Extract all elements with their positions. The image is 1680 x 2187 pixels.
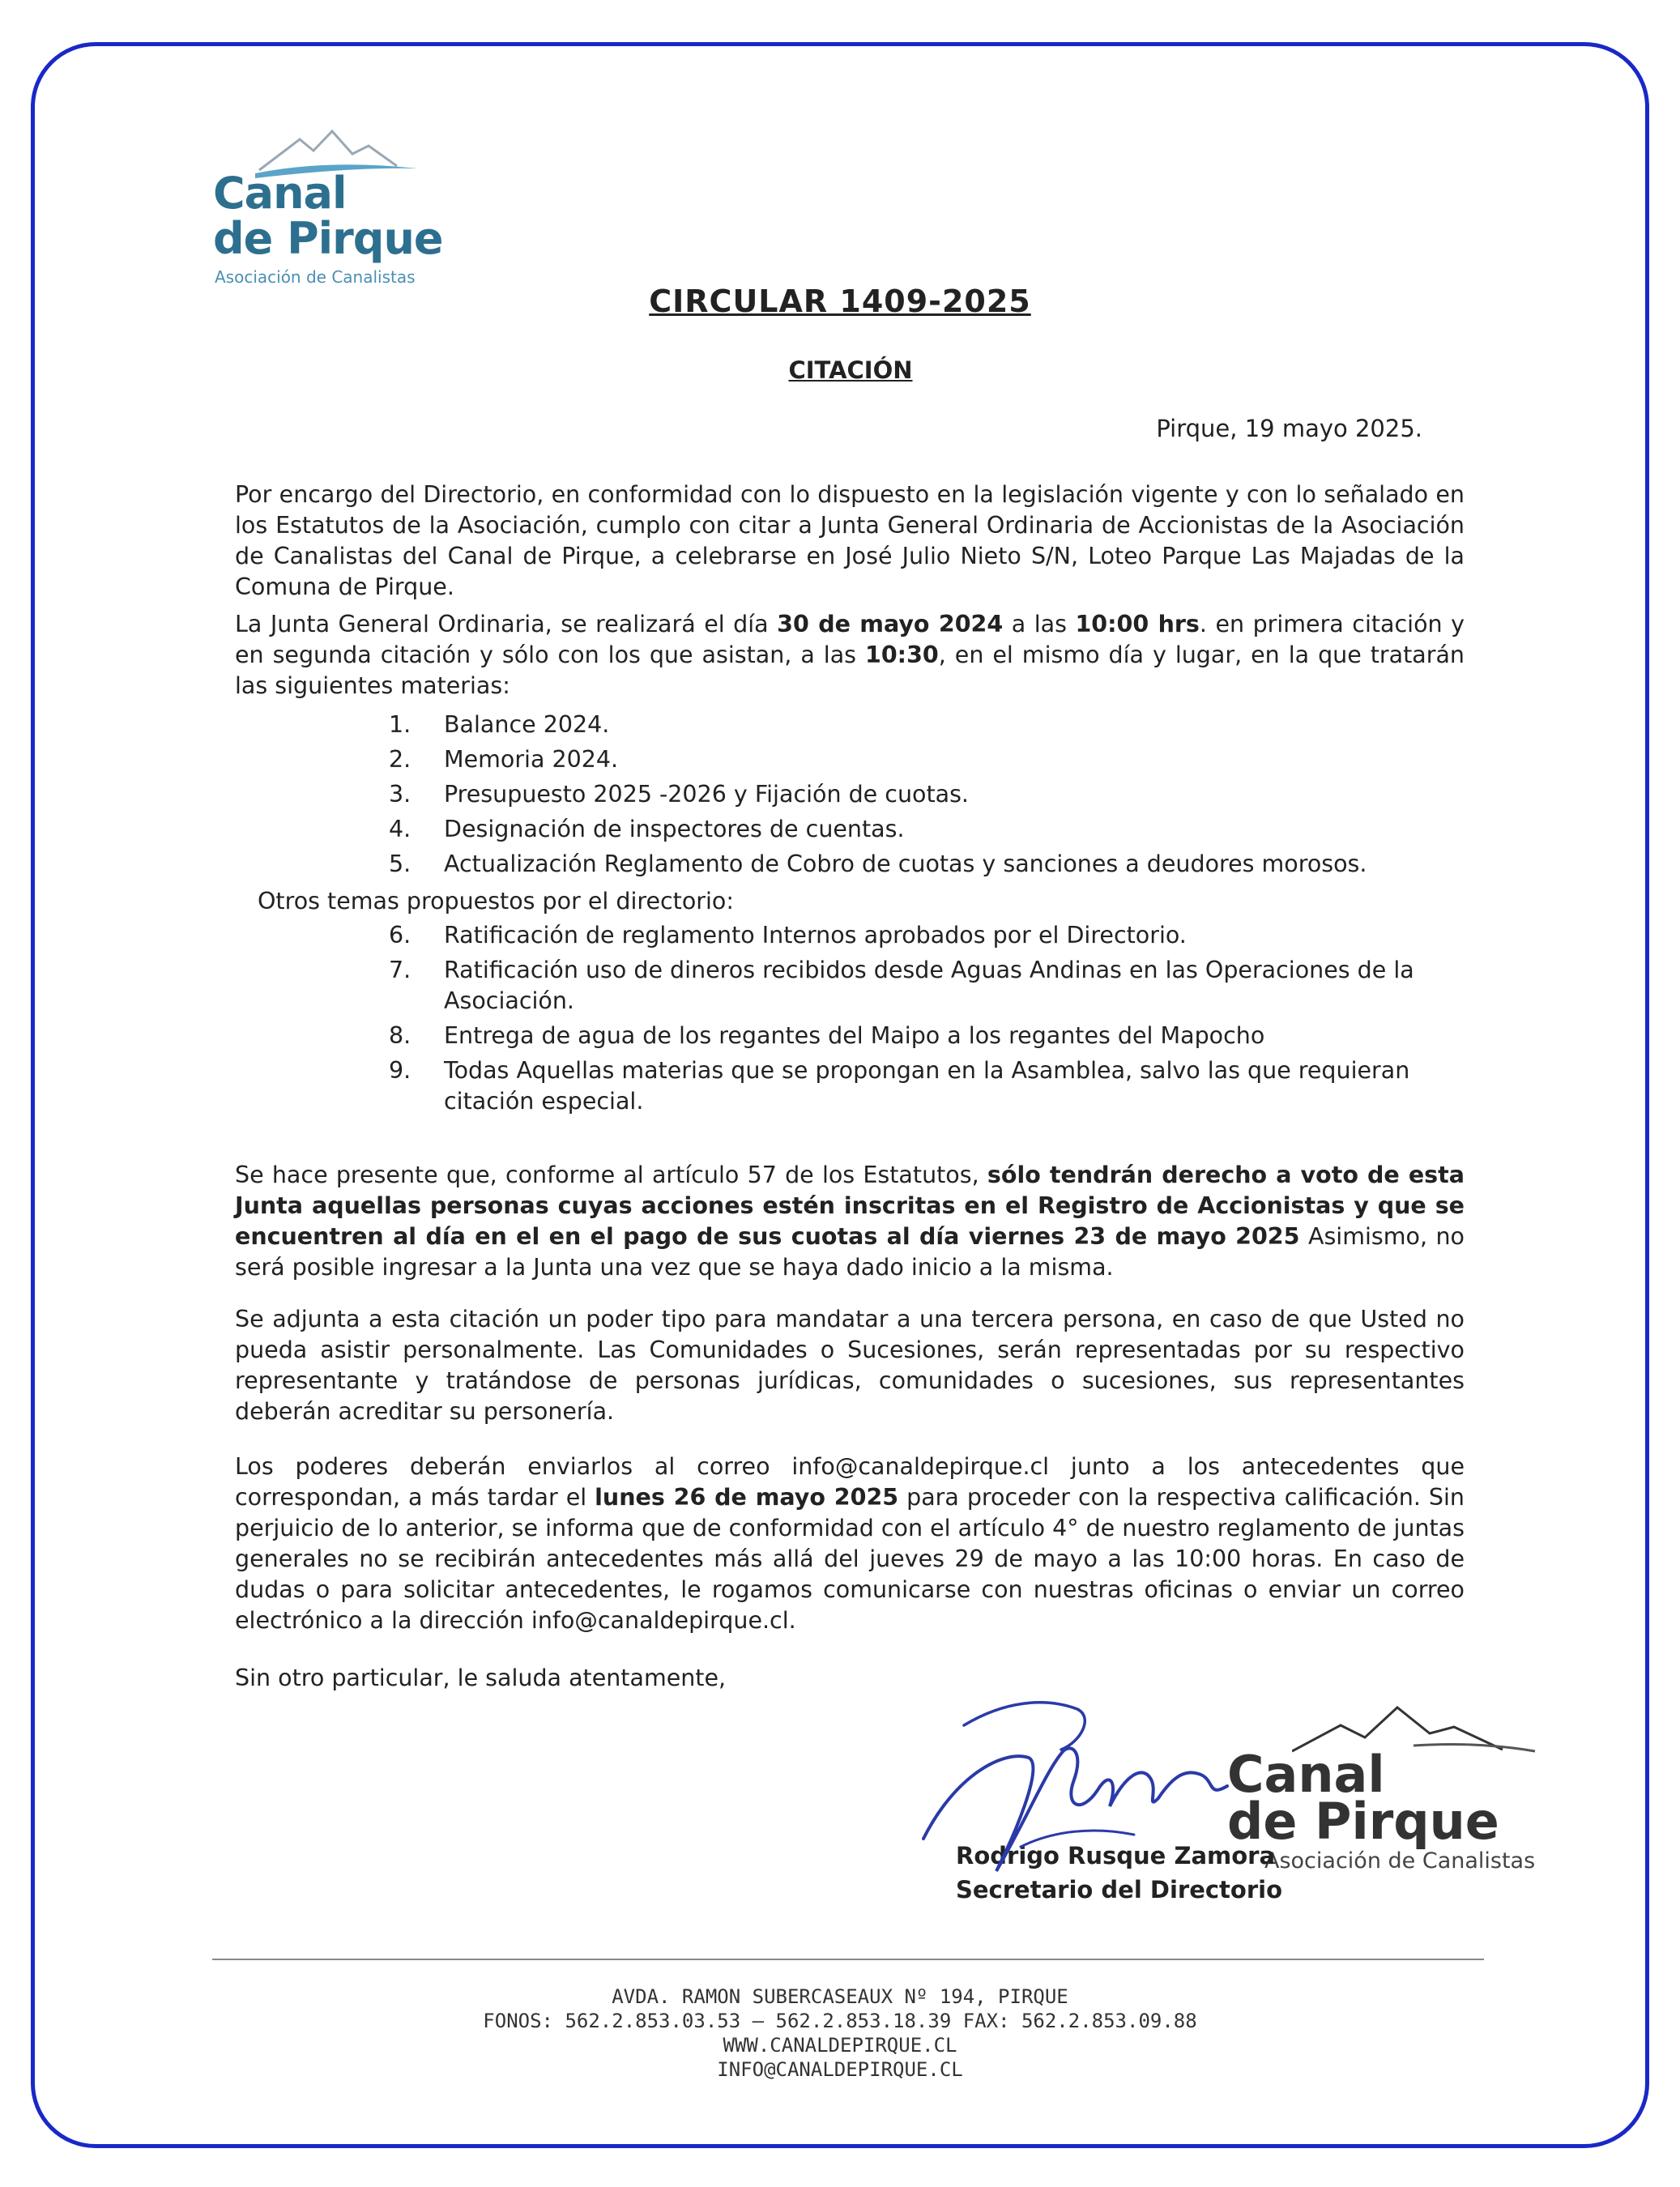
agenda-list-other bbox=[389, 920, 1482, 1121]
circular-title: CIRCULAR 1409-2025 bbox=[649, 284, 1031, 319]
stamp-tagline: Asociación de Canalistas bbox=[1264, 1848, 1536, 1874]
agenda-item bbox=[389, 779, 1482, 810]
other-topics-label: Otros temas propuestos por el directorio: bbox=[258, 888, 734, 914]
footer-website: WWW.CANALDEPIRQUE.CL bbox=[723, 2034, 957, 2057]
agenda-item bbox=[389, 955, 1482, 1017]
meeting-schedule-paragraph bbox=[235, 609, 1465, 701]
agenda-item bbox=[389, 710, 1482, 740]
agenda-number: 7. bbox=[389, 957, 411, 983]
logo-name-line2: de Pirque bbox=[213, 213, 443, 264]
agenda-number: 3. bbox=[389, 781, 411, 808]
agenda-text: Balance 2024. bbox=[444, 711, 610, 738]
proxy-paragraph: Se adjunta a esta citación un poder tipo para mandatar a una tercera persona, en caso de que Usted no pueda asistir personalmente. Las Comunidades o Sucesiones, serán representadas por su respectivo representante y tratándose de personas jurídicas, comunidades o sucesiones, sus representantes deberán acreditar su personería. bbox=[235, 1306, 1465, 1425]
text-run: Se hace presente que, conforme al artículo 57 de los Estatutos, bbox=[235, 1162, 987, 1188]
agenda-number: 9. bbox=[389, 1057, 411, 1084]
agenda-text: Actualización Reglamento de Cobro de cuotas y sanciones a deudores morosos. bbox=[444, 850, 1367, 877]
agenda-number: 6. bbox=[389, 922, 411, 949]
text-run: La Junta General Ordinaria, se realizará el día bbox=[235, 611, 778, 637]
agenda-number: 5. bbox=[389, 850, 411, 877]
agenda-number: 8. bbox=[389, 1022, 411, 1049]
text-run: . en primera citación y en segunda citación y sólo con los que asistan, a las bbox=[235, 611, 1465, 668]
footer-phones: FONOS: 562.2.853.03.53 – 562.2.853.18.39 FAX: 562.2.853.09.88 bbox=[483, 2010, 1197, 2032]
agenda-text: Presupuesto 2025 -2026 y Fijación de cuotas. bbox=[444, 781, 969, 808]
footer-divider bbox=[212, 1959, 1484, 1960]
submission-paragraph bbox=[235, 1452, 1465, 1636]
submission-deadline: lunes 26 de mayo 2025 bbox=[595, 1484, 899, 1511]
agenda-item bbox=[389, 1055, 1482, 1117]
agenda-text: Todas Aquellas materias que se propongan en la Asamblea, salvo las que requieran citación especial. bbox=[444, 1057, 1410, 1115]
footer-address: AVDA. RAMON SUBERCASEAUX Nº 194, PIRQUE bbox=[612, 1985, 1068, 2008]
agenda-item bbox=[389, 814, 1482, 845]
agenda-text: Memoria 2024. bbox=[444, 746, 619, 773]
agenda-text: Designación de inspectores de cuentas. bbox=[444, 816, 905, 842]
second-call-time: 10:30 bbox=[865, 642, 939, 668]
text-run: Los poderes deberán enviarlos al correo info@canaldepirque.cl junto a los antecedentes que correspondan, a más tardar el bbox=[235, 1453, 1465, 1511]
agenda-list bbox=[389, 710, 1482, 884]
agenda-number: 1. bbox=[389, 711, 411, 738]
voting-rights-paragraph bbox=[235, 1160, 1465, 1283]
text-run: Asimismo, no será posible ingresar a la Junta una vez que se haya dado inicio a la misma. bbox=[235, 1223, 1465, 1281]
canal-de-pirque-logo bbox=[207, 122, 466, 292]
agenda-text: Ratificación uso de dineros recibidos desde Aguas Andinas en las Operaciones de la Asociación. bbox=[444, 957, 1414, 1014]
citation-subtitle: CITACIÓN bbox=[788, 356, 913, 384]
agenda-item bbox=[389, 744, 1482, 775]
intro-paragraph: Por encargo del Directorio, en conformidad con lo dispuesto en la legislación vigente y con lo señalado en los Estatutos de la Asociación, cumplo con citar a Junta General Ordinaria de Accionistas de la Asociación de Canalistas del Canal de Pirque, a celebrarse en José Julio Nieto S/N, Loteo Parque Las Majadas de la Comuna de Pirque. bbox=[235, 481, 1465, 600]
signer-title: Secretario del Directorio bbox=[956, 1876, 1282, 1904]
closing-line: Sin otro particular, le saluda atentamente, bbox=[235, 1665, 727, 1691]
agenda-item bbox=[389, 849, 1482, 880]
agenda-text: Ratificación de reglamento Internos aprobados por el Directorio. bbox=[444, 922, 1187, 949]
stamp-name-line2: de Pirque bbox=[1227, 1792, 1499, 1851]
agenda-number: 4. bbox=[389, 816, 411, 842]
text-run: a las bbox=[1003, 611, 1076, 637]
agenda-item bbox=[389, 920, 1482, 951]
document-date: Pirque, 19 mayo 2025. bbox=[1156, 415, 1422, 442]
stamp-name-line1: Canal bbox=[1227, 1745, 1385, 1804]
meeting-date: 30 de mayo 2024 bbox=[777, 611, 1004, 637]
logo-name-line1: Canal bbox=[213, 168, 347, 219]
agenda-text: Entrega de agua de los regantes del Maipo a los regantes del Mapocho bbox=[444, 1022, 1265, 1049]
footer bbox=[0, 1985, 1680, 2082]
signer-name: Rodrigo Rusque Zamora bbox=[956, 1842, 1276, 1869]
text-run: para proceder con la respectiva calificación. Sin perjuicio de lo anterior, se informa que de conformidad con el artículo 4° de nuestro reglamento de juntas generales no se recibirán antecedentes más allá del jueves 29 de mayo a las 10:00 horas. En caso de dudas o para solicitar antecedentes, le rogamos comunicarse con nuestras oficinas o enviar un correo electrónico a la dirección info@canaldepirque.cl. bbox=[235, 1484, 1465, 1634]
first-call-time: 10:00 hrs bbox=[1075, 611, 1200, 637]
agenda-item bbox=[389, 1021, 1482, 1051]
agenda-number: 2. bbox=[389, 746, 411, 773]
voting-requirement: sólo tendrán derecho a voto de esta Junta aquellas personas cuyas acciones estén inscritas en el Registro de Accionistas y que se encuentren al día en el en el pago de sus cuotas al día viernes 23 de mayo 2025 bbox=[235, 1162, 1465, 1250]
logo-tagline: Asociación de Canalistas bbox=[215, 267, 416, 287]
handwritten-signature bbox=[907, 1677, 1247, 1887]
footer-email: INFO@CANALDEPIRQUE.CL bbox=[717, 2058, 963, 2081]
text-run: , en el mismo día y lugar, en la que tratarán las siguientes materias: bbox=[235, 642, 1465, 699]
